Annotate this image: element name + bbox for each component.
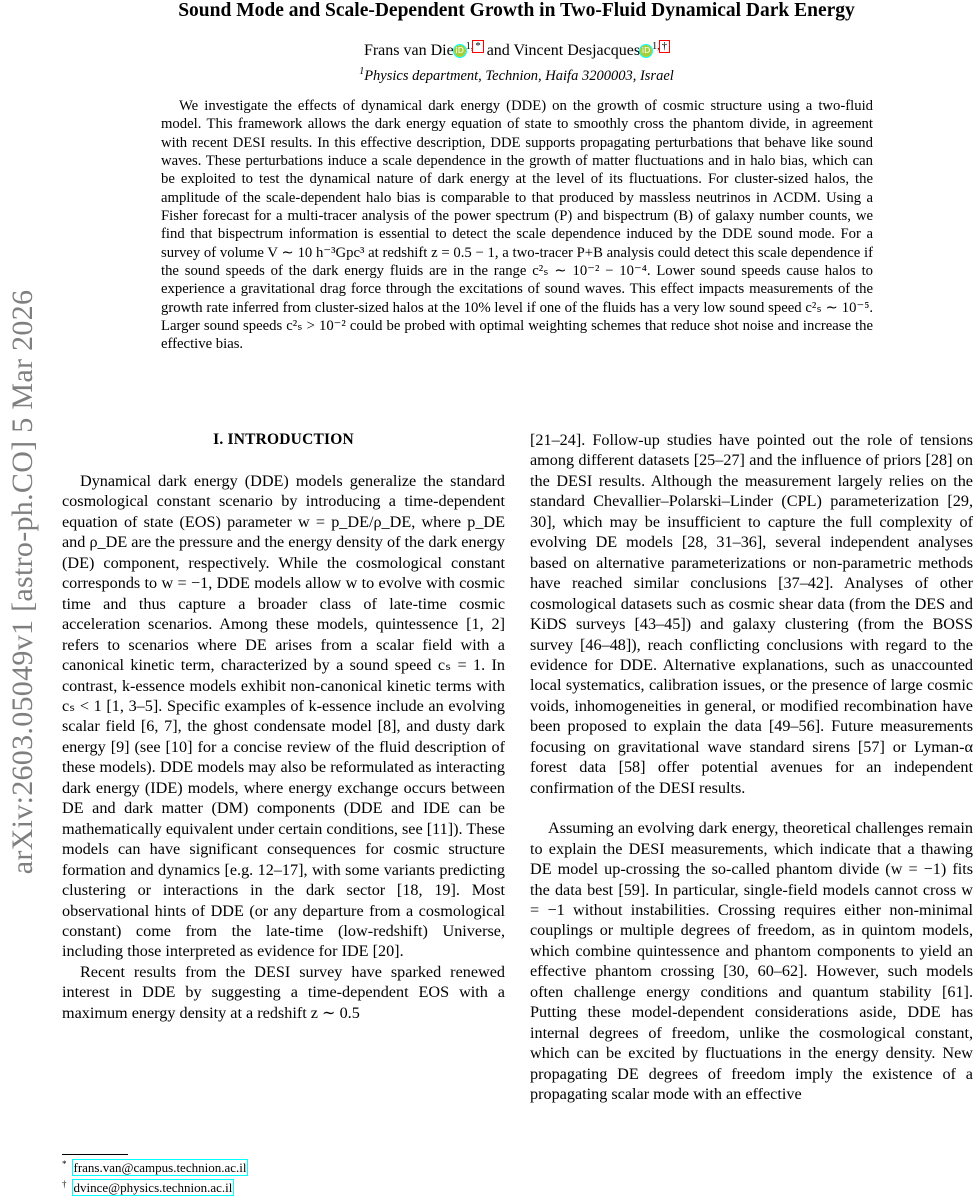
footnote	[62, 1178, 505, 1198]
footnotes	[62, 1158, 505, 1198]
affiliation-number: 1	[359, 66, 365, 77]
author-name: Vincent Desjacques	[513, 42, 641, 59]
left-column	[62, 430, 505, 1023]
affiliation-marker: 1,	[652, 41, 660, 52]
author-connector: and	[482, 42, 514, 59]
affiliation-marker: 1,	[465, 41, 474, 52]
footnote-divider	[62, 1154, 128, 1155]
paragraph: Recent results from the DESI survey have sparked renewed interest in DDE by suggesting a time-dependent EOS with a maximum energy density at a redshift z ∼ 0.5	[62, 962, 505, 1022]
email-link[interactable]: frans.van@campus.technion.ac.il	[73, 1160, 247, 1175]
paragraph-gap	[530, 798, 973, 818]
right-column	[530, 430, 973, 1105]
footnote	[62, 1158, 505, 1178]
email-link[interactable]: dvince@physics.technion.ac.il	[73, 1180, 233, 1195]
author-name: Frans van Die	[363, 42, 454, 59]
author-line	[60, 40, 973, 62]
footnote-link[interactable]: *	[475, 40, 481, 52]
arxiv-identifier-stamp	[0, 262, 46, 902]
paper-title: Sound Mode and Scale-Dependent Growth in Two-Fluid Dynamical Dark Energy	[178, 0, 855, 21]
arxiv-stamp-text: arXiv:2603.05049v1 [astro-ph.CO] 5 Mar 2026	[6, 289, 40, 875]
abstract: We investigate the effects of dynamical dark energy (DDE) on the growth of cosmic structure using a two-fluid model. This framework allows the dark energy equation of state to smoothly cross the phantom divide, in agreement with recent DESI results. In this effective description, DDE supports propagating perturbations that behave like sound waves. These perturbations induce a scale dependence in the growth of matter fluctuations and in halo bias, which can be exploited to test the dynamical nature of dark energy at the level of its fluctuations. For cluster-sized halos, the amplitude of the scale-dependent halo bias is comparable to that produced by massless neutrinos in ΛCDM. Using a Fisher forecast for a multi-tracer analysis of the power spectrum (P) and bispectrum (B) of galaxy number counts, we find that bispectrum information is essential to detect the scale dependence induced by the DDE sound mode. For a survey of volume V ∼ 10 h⁻³Gpc³ at redshift z = 0.5 − 1, a two-tracer P+B analysis could detect this scale dependence if the sound speeds of the dark energy fluids are in the range c²ₛ ∼ 10⁻² − 10⁻⁴. Lower sound speeds cause halos to experience a gravitational drag force through the excitations of sound waves. This effect impacts measurements of the growth rate inferred from cluster-sized halos at the 10% level if one of the fluids has a very low sound speed c²ₛ ∼ 10⁻⁵. Larger sound speeds c²ₛ > 10⁻² could be probed with optimal weighting schemes that reduce shot noise and increase the effective bias.	[161, 98, 873, 353]
section-heading: I. INTRODUCTION	[213, 431, 354, 448]
affiliation	[60, 66, 973, 86]
orcid-icon[interactable]: iD	[641, 46, 651, 55]
footnote-mark: *	[62, 1159, 67, 1169]
paragraph: Assuming an evolving dark energy, theoretical challenges remain to explain the DESI measurements, which indicate that a thawing DE model up-crossing the so-called phantom divide (w = −1) fits the data best [59]. In particular, single-field models cannot cross w = −1 without instabilities. Crossing requires either non-minimal couplings or multiple degrees of freedom, as in quintom models, which combine quintessence and phantom components to yield an effective phantom crossing [30, 60–62]. However, such models often challenge energy conditions and quantum stability [61]. Putting these model-dependent considerations aside, DDE has internal degrees of freedom, unlike the cosmological constant, which can be excited by fluctuations in the energy density. New propagating DE degrees of freedom imply the existence of a propagating scalar mode with an effective	[530, 819, 973, 1104]
orcid-icon[interactable]: iD	[455, 46, 464, 55]
footnote-link[interactable]: †	[661, 40, 668, 52]
affiliation-text: Physics department, Technion, Haifa 3200003, Israel	[364, 68, 674, 84]
footnote-mark: †	[62, 1179, 67, 1189]
paragraph: Dynamical dark energy (DDE) models generalize the standard cosmological constant scenario by introducing a time-dependent equation of state (EOS) parameter w = p_DE/ρ_DE, where p_DE and ρ_DE are the pressure and the energy density of the dark energy (DE) component, respectively. While the cosmological constant corresponds to w = −1, DDE models allow w to evolve with cosmic time and thus capture a broader class of late-time cosmic acceleration scenarios. Among these models, quintessence [1, 2] refers to scenarios where DE arises from a scalar field with a canonical kinetic term, characterized by a sound speed cₛ = 1. In contrast, k-essence models exhibit non-canonical kinetic terms with cₛ < 1 [1, 3–5]. Specific examples of k-essence include an evolving scalar field [6, 7], the ghost condensate model [8], and dusty dark energy [9] (see [10] for a concise review of the fluid description of these models). DDE models may also be reformulated as interacting dark energy (IDE) models, where energy exchange occurs between DE and dark matter (DM) components (DDE and IDE can be mathematically equivalent under certain conditions, see [11]). These models can have significant consequences for cosmic structure formation and dynamics [e.g. 12–17], with some variants predicting clustering or interactions in the dark sector [18, 19]. Most observational hints of DDE (or any departure from a cosmological constant) come from the late-time (low-redshift) Universe, including those interpreted as evidence for IDE [20].	[62, 472, 505, 961]
paragraph: [21–24]. Follow-up studies have pointed out the role of tensions among different datasets [25–27] and the influence of priors [28] on the DESI results. Although the measurement largely relies on the standard Chevallier–Polarski–Linder (CPL) parameterization [29, 30], which may be insufficient to capture the full complexity of evolving DE models [28, 31–36], several independent analyses based on alternative parameterizations or non-parametric methods have reached similar conclusions [37–42]. Analyses of other cosmological datasets such as cosmic shear data (from the DES and KiDS surveys [43–45]) and galaxy clustering (from the BOSS survey [46–48]), reach conflicting conclusions with regard to the evidence for DDE. Alternative explanations, such as unaccounted local systematics, calibration issues, or the presence of large cosmic voids, inhomogeneities in general, or modified recombination have been proposed to explain the data [49–56]. Future measurements focusing on gravitational wave standard sirens [57] or Lyman-α forest data [58] offer potential avenues for an independent confirmation of the DESI results.	[530, 431, 973, 797]
